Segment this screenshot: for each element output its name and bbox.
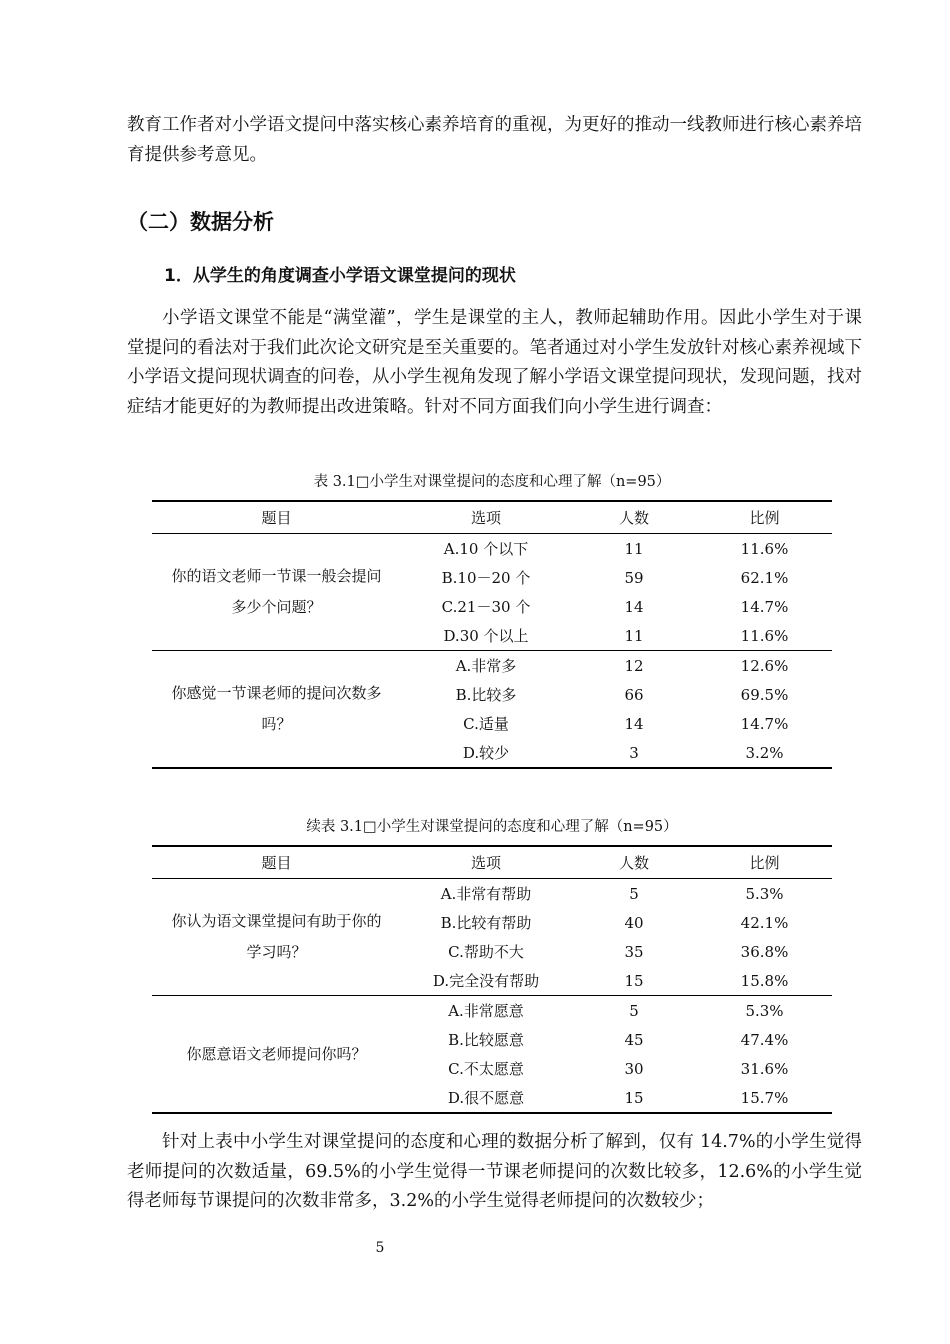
question-cell: 你认为语文课堂提问有助于你的学习吗？ xyxy=(152,879,401,996)
table-row xyxy=(152,996,832,1026)
option-cell: B.比较愿意 xyxy=(448,1031,524,1049)
ratio-cell: 3.2% xyxy=(697,738,832,768)
count-cell: 12 xyxy=(624,656,644,675)
page-number: 5 xyxy=(375,1240,385,1256)
ratio-cell: 42.1% xyxy=(740,913,789,932)
option-cell: C.21－30 个 xyxy=(441,598,531,616)
table1 xyxy=(152,500,832,769)
ratio-cell: 14.7% xyxy=(740,714,789,733)
option-cell: B.10－20 个 xyxy=(441,569,531,587)
option-cell: A.10 个以下 xyxy=(443,540,529,558)
count-cell: 35 xyxy=(624,942,644,961)
count-cell: 11 xyxy=(624,539,644,558)
count-cell: 3 xyxy=(571,738,697,768)
table1-header-question: 题目 xyxy=(152,501,401,534)
ratio-cell: 12.6% xyxy=(740,656,789,675)
count-cell: 45 xyxy=(624,1030,644,1049)
table-row xyxy=(152,534,832,564)
ratio-cell: 62.1% xyxy=(740,568,789,587)
option-cell: A.非常有帮助 xyxy=(440,885,532,903)
intro-paragraph: 教育工作者对小学语文提问中落实核心素养培育的重视，为更好的推动一线教师进行核心素养培育提供参考意见。 xyxy=(127,115,862,165)
count-cell: 5 xyxy=(629,1001,639,1020)
option-cell: C.不太愿意 xyxy=(448,1060,524,1078)
table2-header-question: 题目 xyxy=(152,846,401,879)
table1-header-ratio: 比例 xyxy=(697,501,832,534)
option-cell: B.比较有帮助 xyxy=(440,914,532,932)
option-cell: D.完全没有帮助 xyxy=(401,966,571,996)
count-cell: 14 xyxy=(624,597,644,616)
option-cell: D.30 个以上 xyxy=(401,621,571,651)
ratio-cell: 36.8% xyxy=(740,942,789,961)
table2-caption: 续表 3.1□小学生对课堂提问的态度和心理了解（n=95） xyxy=(306,819,678,835)
section-heading: （二）数据分析 xyxy=(127,210,274,234)
ratio-cell: 69.5% xyxy=(740,685,789,704)
table1-header-option: 选项 xyxy=(401,501,571,534)
count-cell: 40 xyxy=(624,913,644,932)
question-cell: 你的语文老师一节课一般会提问多少个问题？ xyxy=(152,534,401,651)
table1-header-row xyxy=(152,501,832,534)
option-cell: A.非常愿意 xyxy=(448,1002,524,1020)
table2-header-ratio: 比例 xyxy=(697,846,832,879)
question-cell: 你感觉一节课老师的提问次数多吗？ xyxy=(152,651,401,769)
ratio-cell: 14.7% xyxy=(740,597,789,616)
ratio-cell: 11.6% xyxy=(740,539,789,558)
count-cell: 14 xyxy=(624,714,644,733)
table-row xyxy=(152,651,832,681)
count-cell: 30 xyxy=(624,1059,644,1078)
ratio-cell: 15.8% xyxy=(697,966,832,996)
option-cell: D.较少 xyxy=(401,738,571,768)
option-cell: B.比较多 xyxy=(455,686,517,704)
count-cell: 15 xyxy=(571,966,697,996)
question-cell: 你愿意语文老师提问你吗？ xyxy=(152,996,401,1114)
option-cell: D.很不愿意 xyxy=(401,1083,571,1113)
count-cell: 5 xyxy=(629,884,639,903)
ratio-cell: 5.3% xyxy=(745,1001,784,1020)
table1-caption: 表 3.1□小学生对课堂提问的态度和心理了解（n=95） xyxy=(313,474,671,490)
ratio-cell: 31.6% xyxy=(740,1059,789,1078)
count-cell: 59 xyxy=(624,568,644,587)
ratio-cell: 15.7% xyxy=(697,1083,832,1113)
analysis-paragraph: 针对上表中小学生对课堂提问的态度和心理的数据分析了解到，仅有 14.7%的小学生觉得老师提问的次数适量，69.5%的小学生觉得一节课老师提问的次数比较多，12.6%的小学生觉得老师每节课提问的次数非常多，3.2%的小学生觉得老师提问的次数较少； xyxy=(127,1132,862,1211)
ratio-cell: 5.3% xyxy=(745,884,784,903)
table1-header-count: 人数 xyxy=(571,501,697,534)
table2-header-row xyxy=(152,846,832,879)
count-cell: 11 xyxy=(571,621,697,651)
count-cell: 66 xyxy=(624,685,644,704)
table2 xyxy=(152,845,832,1114)
option-cell: A.非常多 xyxy=(455,657,517,675)
count-cell: 15 xyxy=(571,1083,697,1113)
table2-header-option: 选项 xyxy=(401,846,571,879)
ratio-cell: 11.6% xyxy=(697,621,832,651)
option-cell: C.适量 xyxy=(463,715,509,733)
body-paragraph: 小学语文课堂不能是“满堂灌”，学生是课堂的主人，教师起辅助作用。因此小学生对于课堂提问的看法对于我们此次论文研究是至关重要的。笔者通过对小学生发放针对核心素养视域下小学语文提问现状调查的问卷，从小学生视角发现了解小学语文课堂提问现状，发现问题，找对症结才能更好的为教师提出改进策略。针对不同方面我们向小学生进行调查： xyxy=(127,308,862,417)
ratio-cell: 47.4% xyxy=(740,1030,789,1049)
option-cell: C.帮助不大 xyxy=(448,943,524,961)
subsection-heading: 1．从学生的角度调查小学语文课堂提问的现状 xyxy=(164,266,516,286)
table2-header-count: 人数 xyxy=(571,846,697,879)
table-row xyxy=(152,879,832,909)
